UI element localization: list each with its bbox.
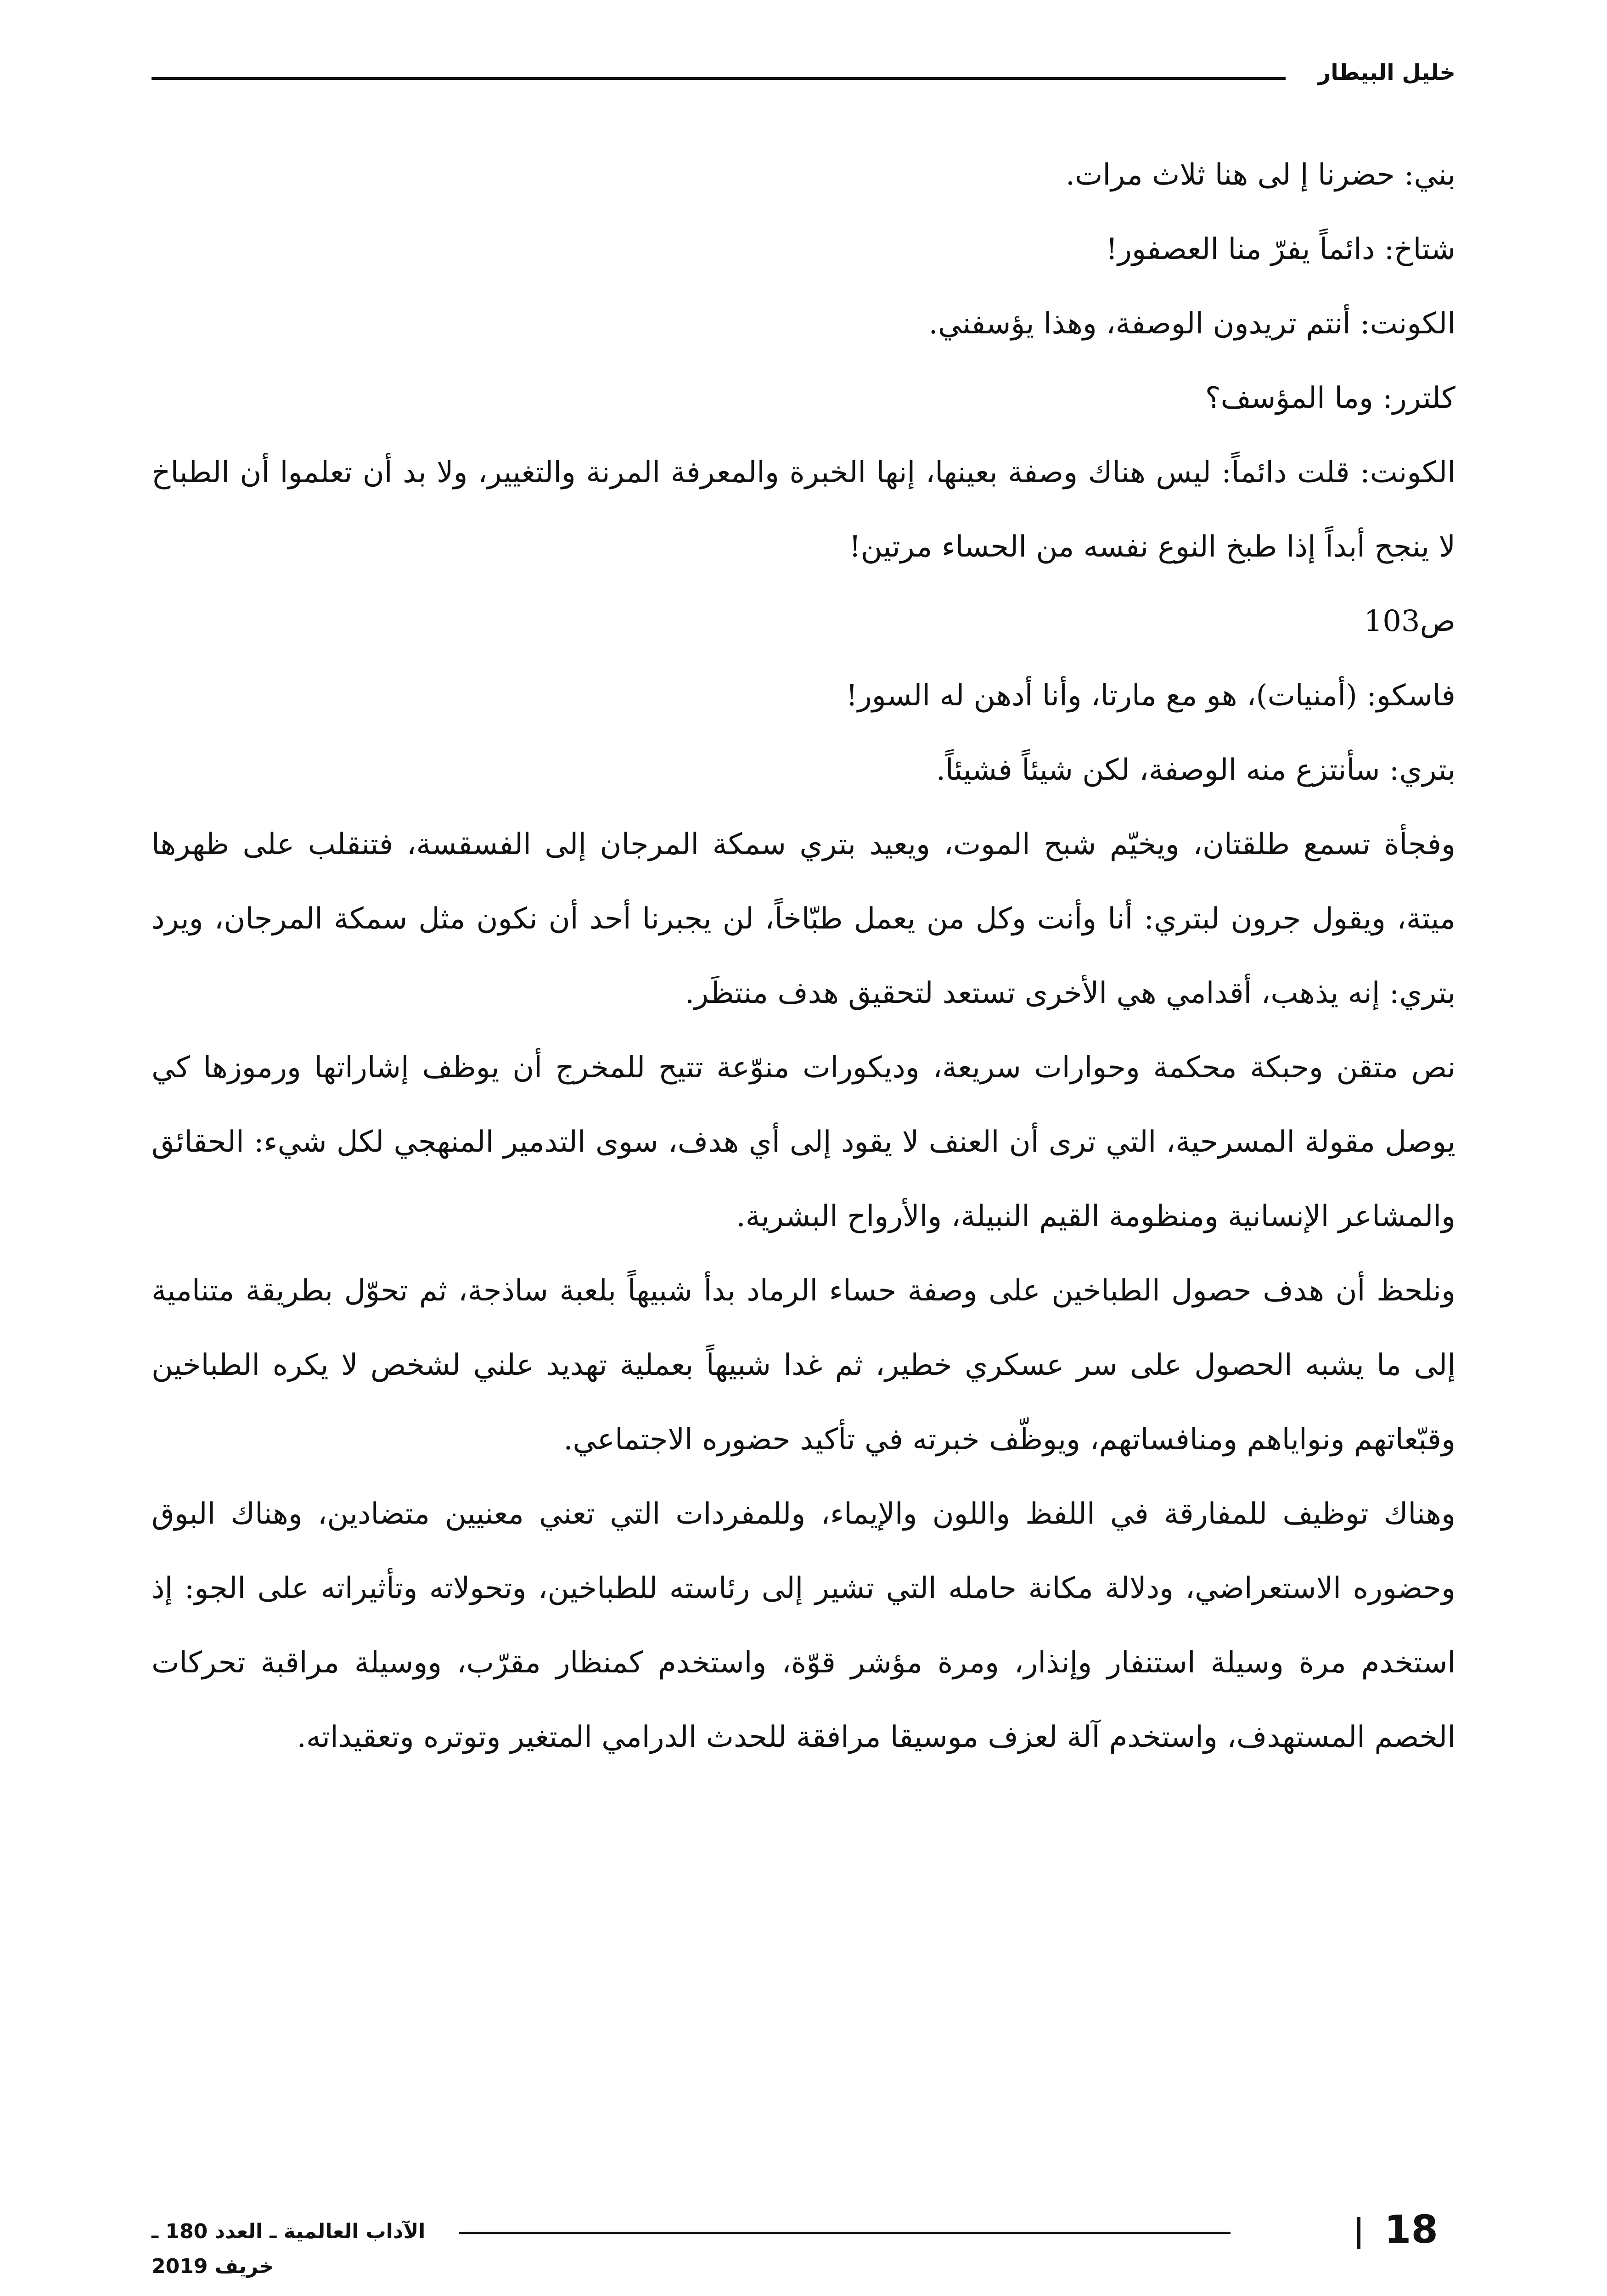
paragraph: بني: حضرنا إ لى هنا ثلاث مرات. (1065, 158, 1455, 192)
footer-journal-info: الآداب العالمية ـ العدد 180 ـ خريف 2019 (152, 2220, 426, 2278)
paragraph: وفجأة تسمع طلقتان، ويخيّم شبح الموت، ويعيد بتري سمكة المرجان إلى الفسقسة، فتنقلب على ظهرها ميتة، ويقول جرون لبتري: أنا وأنت وكل من يعمل طبّاخاً، لن يجبرنا أحد أن نكون مثل سمكة المرجان، ويرد بتري: إنه يذهب، أقدامي هي الأخرى تستعد لتحقيق هدف منتظَر. (152, 827, 1456, 1010)
article-body (152, 138, 1455, 1774)
paragraph: شتاخ: دائماً يفرّ منا العصفور! (1106, 232, 1455, 266)
page-number: 18 (1384, 2207, 1438, 2252)
paragraph: نص متقن وحبكة محكمة وحوارات سريعة، وديكورات منوّعة تتيح للمخرج أن يوظف إشاراتها ورموزها كي يوصل مقولة المسرحية، التي ترى أن العنف لا يقود إلى أي هدف، سوى التدمير المنهجي لكل شيء: الحقائق والمشاعر الإنسانية ومنظومة القيم النبيلة، والأرواح البشرية. (152, 1051, 1456, 1233)
paragraph: الكونت: قلت دائماً: ليس هناك وصفة بعينها، إنها الخبرة والمعرفة المرنة والتغيير، ولا بد أن تعلموا أن الطباخ لا ينجح أبداً إذا طبخ النوع نفسه من الحساء مرتين! (152, 456, 1456, 564)
page-reference: ص103 (1364, 604, 1455, 638)
paragraph: الكونت: أنتم تريدون الوصفة، وهذا يؤسفني. (928, 307, 1455, 341)
paragraph: فاسكو: (أمنيات)، هو مع مارتا، وأنا أدهن له السور! (846, 679, 1455, 713)
footer-separator (1357, 2217, 1360, 2249)
header-rule (152, 77, 1286, 80)
paragraph: كلترر: وما المؤسف؟ (1205, 381, 1455, 415)
paragraph: ونلحظ أن هدف حصول الطباخين على وصفة حساء الرماد بدأ شبيهاً بلعبة ساذجة، ثم تحوّل بطريقة متنامية إلى ما يشبه الحصول على سر عسكري خطير، ثم غدا شبيهاً بعملية تهديد علني لشخص لا يكره الطباخين وقبّعاتهم ونواياهم ومنافساتهم، ويوظّف خبرته في تأكيد حضوره الاجتماعي. (152, 1274, 1455, 1457)
footer-rule (459, 2232, 1231, 2234)
paragraph: بتري: سأنتزع منه الوصفة، لكن شيئاً فشيئاً. (936, 753, 1455, 787)
paragraph: وهناك توظيف للمفارقة في اللفظ واللون والإيماء، وللمفردات التي تعني معنيين متضادين، وهناك البوق وحضوره الاستعراضي، ودلالة مكانة حامله التي تشير إلى رئاسته للطباخين، وتحولاته وتأثيراته على الجو: إذ استخدم مرة وسيلة استنفار وإنذار، ومرة مؤشر قوّة، واستخدم كمنظار مقرّب، ووسيلة مراقبة تحركات الخصم المستهدف، واستخدم آلة لعزف موسيقا مرافقة للحدث الدرامي المتغير وتوتره وتعقيداته. (152, 1497, 1456, 1754)
running-header-author: خليل البيطار (1318, 60, 1455, 85)
